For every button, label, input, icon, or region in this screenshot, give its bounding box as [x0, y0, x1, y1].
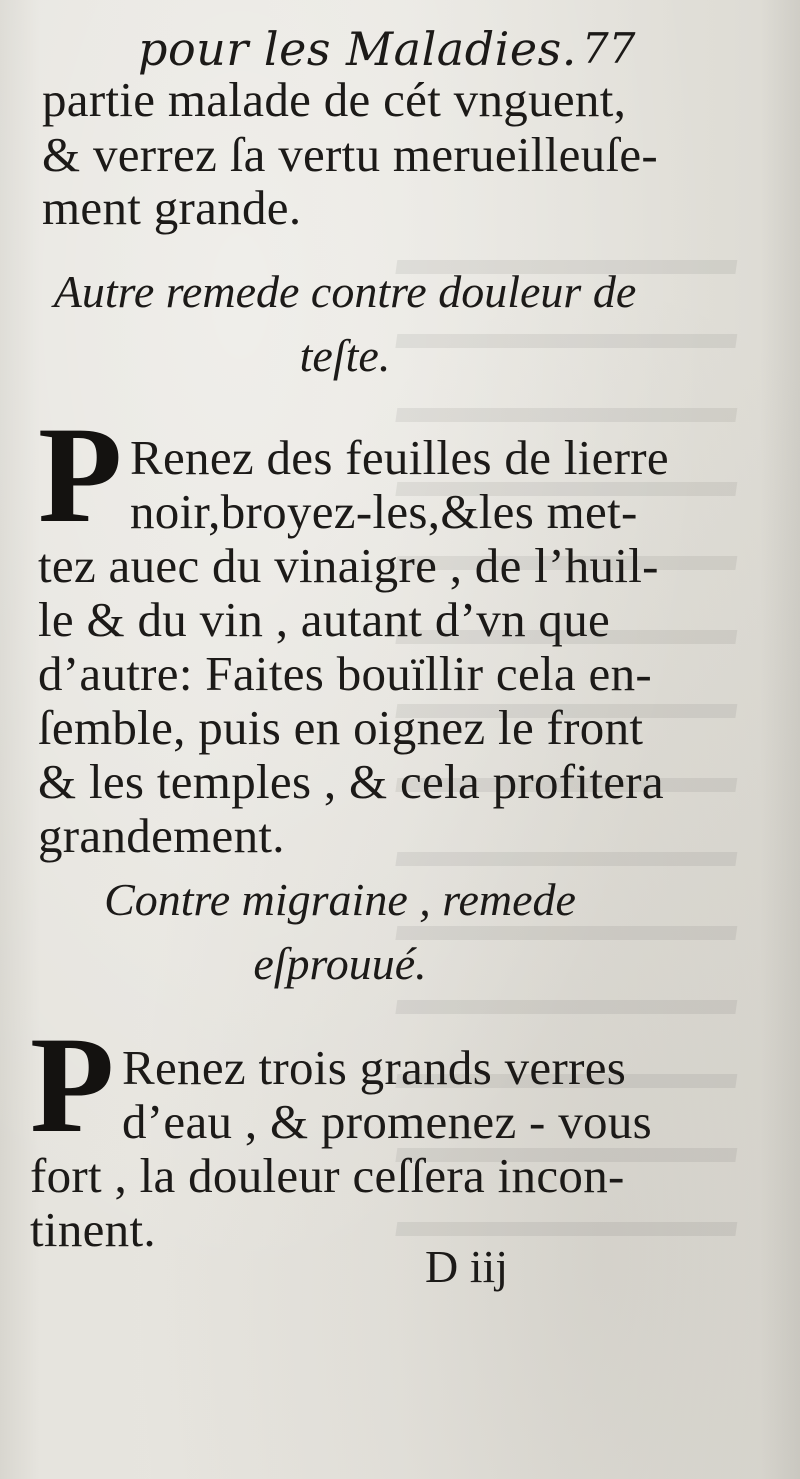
- running-head-title: pour les Maladies.: [138, 22, 577, 76]
- drop-cap: P: [30, 1008, 115, 1161]
- heading-line: teſte.: [299, 330, 391, 381]
- text-line: Renez trois grands verres: [122, 1040, 627, 1095]
- text-line: d’eau , & promenez - vous: [122, 1094, 652, 1149]
- text-line: d’autre: Faites bouïllir cela en-: [38, 646, 653, 701]
- text-line: le & du vin , autant d’vn que: [38, 592, 611, 647]
- signature-mark: D iij: [425, 1241, 509, 1292]
- text-line: & les temples , & cela profitera: [38, 754, 664, 809]
- drop-cap: P: [38, 398, 123, 551]
- text-line: Renez des feuilles de lierre: [130, 430, 669, 485]
- text-line: fort , la douleur ceſſera incon-: [30, 1148, 625, 1203]
- heading-line: eſprouué.: [253, 938, 427, 989]
- text-line: ſemble, puis en oignez le front: [38, 700, 644, 755]
- text-line: & verrez ſa vertu merueilleuſe-: [42, 127, 659, 182]
- heading-line: Autre remede contre douleur de: [53, 266, 637, 317]
- text-line: noir,broyez-les,&les met-: [130, 484, 638, 539]
- text-line: ment grande.: [42, 180, 302, 235]
- text-line: partie malade de cét vnguent,: [42, 72, 627, 127]
- text-line: grandement.: [38, 808, 285, 863]
- text-line: tinent.: [30, 1202, 156, 1257]
- heading-line: Contre migraine , remede: [104, 874, 576, 925]
- page-number: 77: [582, 24, 636, 73]
- text-line: tez auec du vinaigre , de l’huil-: [38, 538, 659, 593]
